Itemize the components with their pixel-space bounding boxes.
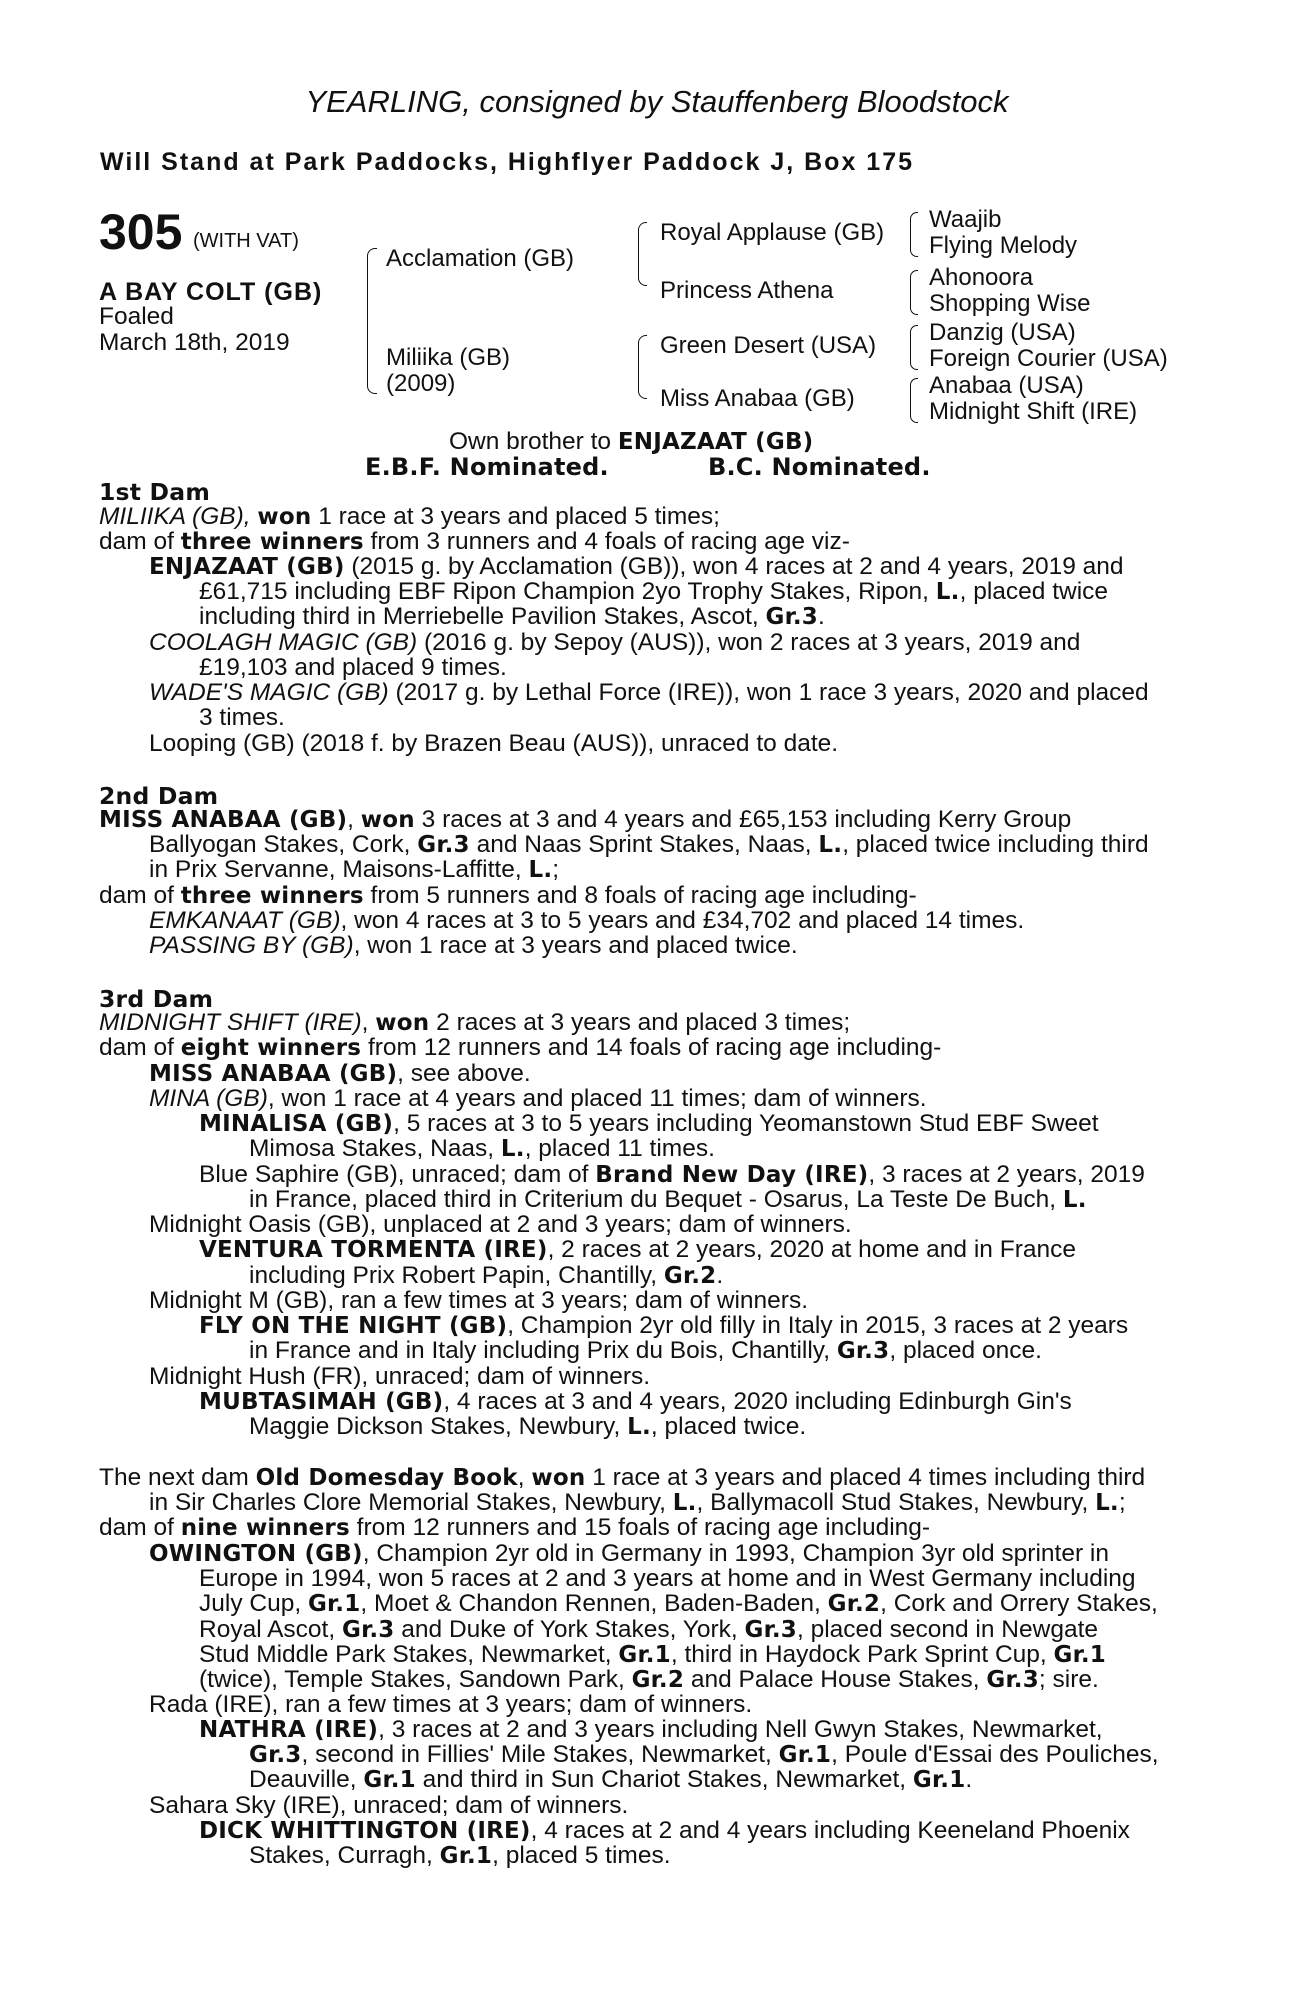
horse-record: (twice), Temple Stakes, Sandown Park, [199, 1666, 632, 1694]
listed-mark: L. [818, 832, 843, 858]
pedigree-dam-year: (2009) [386, 370, 456, 397]
horse-record: and Palace House Stakes, [684, 1666, 987, 1694]
listed-mark: L. [672, 1490, 697, 1516]
horse-record: in France, placed third in Criterium du Bequet - Osarus, La Teste De Buch, [249, 1186, 1063, 1213]
lot-number: 305 [99, 204, 183, 260]
own-brother-note [449, 428, 813, 456]
dam-record: in Sir Charles Clore Memorial Stakes, Newbury, [149, 1489, 673, 1516]
next-dam-rada [149, 1692, 752, 1717]
horse-record: in France and in Italy including Prix du Bois, Chantilly, [249, 1337, 837, 1364]
third-dam-blue-saphire [199, 1162, 1203, 1187]
next-dam-cont [149, 1490, 1126, 1515]
vat-note: (WITH VAT) [193, 230, 299, 252]
consignment-line: YEARLING, consigned by Stauffenberg Bloodstock [305, 84, 1009, 119]
horse-record: Europe in 1994, won 5 races at 2 and 3 years at home and in West Germany including [199, 1565, 1136, 1592]
horse-record: , placed twice [959, 578, 1109, 605]
horse-name: COOLAGH MAGIC (GB) [149, 629, 418, 656]
winners-count: three winners [180, 883, 364, 909]
foaled-date: March 18th, 2019 [99, 329, 290, 356]
pedigree-g2: Flying Melody [929, 232, 1078, 259]
horse-record: Stud Middle Park Stakes, Newmarket, [199, 1640, 619, 1668]
horse-name: MUBTASIMAH (GB) [199, 1389, 444, 1415]
third-dam-ventura-cont [249, 1263, 723, 1288]
dam-record: and Naas Sprint Stakes, Naas, [469, 831, 819, 858]
next-dam-nathra-cont [249, 1742, 1203, 1793]
group-mark: Gr.1 [778, 1742, 832, 1768]
horse-record: , Champion 2yr old in Germany in 1993, Champion 3yr old sprinter in [362, 1540, 1109, 1567]
won-label: won [531, 1465, 586, 1491]
group-mark: Gr.3 [765, 604, 818, 631]
won-label: won [257, 504, 312, 530]
horse-name: DICK WHITTINGTON (IRE) [199, 1818, 531, 1844]
dam-of-label: dam of [99, 1034, 181, 1062]
horse-record: Maggie Dickson Stakes, Newbury, [249, 1413, 628, 1440]
punctuation: ; [1118, 1489, 1126, 1516]
horse-record: Mimosa Stakes, Naas, [249, 1135, 501, 1162]
horse-record: Midnight M (GB), ran a few times at 3 years; dam of winners. [149, 1287, 809, 1314]
stand-location: Will Stand at Park Paddocks, Highflyer Paddock J, Box 175 [100, 148, 914, 176]
group-mark: Gr.1 [307, 1591, 361, 1618]
second-dam-cont [149, 832, 1203, 883]
horse-record: and Duke of York Stakes, York, [394, 1615, 745, 1643]
horse-name: Brand New Day (IRE) [595, 1162, 869, 1188]
pedigree-g4: Shopping Wise [929, 290, 1091, 317]
horse-record: , 5 races at 3 to 5 years including Yeomanstown Stud EBF Sweet [393, 1110, 1099, 1137]
dam-of-label: dam of [99, 882, 181, 909]
next-dam-dick-whittington [199, 1818, 1203, 1843]
bracket-g3-4 [910, 378, 918, 423]
horse-record: July Cup, [199, 1590, 308, 1618]
horse-record: , won 1 race at 3 years and placed twice. [353, 932, 798, 960]
horse-record: (2016 g. by Sepoy (AUS)), won 2 races at 3 years, 2019 and [417, 629, 1081, 656]
next-dam-produce [99, 1515, 930, 1540]
dam-record: , Ballymacoll Stud Stakes, Newbury, [696, 1489, 1096, 1516]
horse-record: Blue Saphire (GB), unraced; dam of [199, 1161, 596, 1188]
next-dam-dick-cont [249, 1843, 671, 1868]
group-mark: Gr.3 [744, 1616, 797, 1643]
dam-name: MILIIKA (GB), [99, 503, 258, 530]
punctuation: . [965, 1766, 973, 1794]
third-dam-fly-on-the-night [199, 1313, 1203, 1338]
third-dam-fly-cont [249, 1338, 1042, 1363]
horse-record: Royal Ascot, [199, 1615, 342, 1643]
pedigree-dam-dam: Miss Anabaa (GB) [660, 385, 855, 412]
bracket-g3-2 [910, 270, 918, 315]
punctuation: , [347, 806, 361, 833]
runners-foals: from 3 runners and 4 foals of racing age viz- [363, 528, 850, 556]
horse-record: , 4 races at 2 and 4 years including Keeneland Phoenix [530, 1817, 1130, 1844]
horse-record: , placed second in Newgate [797, 1615, 1098, 1643]
third-dam-midnight-hush [149, 1364, 650, 1389]
next-dam-owington-cont [199, 1566, 1203, 1692]
won-label: won [360, 807, 415, 833]
bc-nominated: B.C. Nominated. [708, 453, 931, 481]
horse-record: (2017 g. by Lethal Force (IRE)), won 1 race 3 years, 2020 and placed [388, 679, 1149, 706]
horse-record: , placed twice. [650, 1413, 807, 1440]
punctuation: , [361, 1009, 376, 1036]
horse-record: Midnight Oasis (GB), unplaced at 2 and 3 years; dam of winners. [149, 1211, 852, 1238]
horse-record: , Poule d'Essai des Pouliches, [831, 1741, 1159, 1768]
dam-name: Old Domesday Book [255, 1465, 518, 1491]
pedigree-dam-sire: Green Desert (USA) [660, 332, 877, 359]
horse-record: , Moet & Chandon Rennen, Baden-Baden, [360, 1590, 828, 1618]
horse-record: ; sire. [1038, 1666, 1099, 1694]
winners-count: eight winners [180, 1035, 362, 1062]
pedigree-g7: Anabaa (USA) [929, 372, 1084, 399]
third-dam-section [99, 1010, 941, 1061]
horse-name: PASSING BY (GB) [149, 932, 354, 960]
punctuation: , [517, 1464, 532, 1491]
pedigree-dam: Miliika (GB) [386, 344, 510, 371]
horse-record: , placed 5 times. [492, 1842, 671, 1869]
horse-record: Rada (IRE), ran a few times at 3 years; dam of winners. [149, 1691, 753, 1718]
third-dam-midnight-oasis [149, 1212, 852, 1237]
first-dam-progeny-cont [199, 579, 1203, 630]
third-dam-ventura [199, 1237, 1203, 1262]
pedigree-g5: Danzig (USA) [929, 319, 1076, 346]
horse-record: , 2 races at 2 years, 2020 at home and in France [547, 1236, 1076, 1263]
horse-record: , placed 11 times. [524, 1135, 715, 1162]
listed-mark: L. [528, 857, 553, 884]
winners-count: nine winners [180, 1515, 350, 1541]
horse-record: including third in Merriebelle Pavilion Stakes, Ascot, [199, 603, 766, 631]
group-mark: Gr.3 [836, 1338, 890, 1364]
horse-name: OWINGTON (GB) [149, 1541, 363, 1567]
progeny-wades-magic [149, 680, 1203, 705]
bracket-gen1 [367, 248, 377, 394]
dam-record: 3 races at 3 and 4 years and £65,153 including Kerry Group [414, 806, 1072, 833]
next-dam-label: The next dam [99, 1464, 256, 1491]
dam-of-label: dam of [99, 1514, 181, 1541]
next-dam-nathra [199, 1717, 1203, 1742]
third-dam-blue-saphire-cont [249, 1187, 1087, 1212]
horse-name: VENTURA TORMENTA (IRE) [199, 1237, 548, 1263]
third-dam-minalisa [199, 1111, 1203, 1136]
group-mark: Gr.1 [618, 1641, 671, 1668]
horse-record: Sahara Sky (IRE), unraced; dam of winners. [149, 1792, 629, 1819]
third-dam-minalisa-cont [249, 1136, 715, 1161]
dam-record: , placed twice including third [842, 831, 1149, 858]
horse-name: FLY ON THE NIGHT (GB) [199, 1313, 508, 1339]
horse-record: , second in Fillies' Mile Stakes, Newmarket, [301, 1741, 779, 1768]
horse-record: , Champion 2yr old filly in Italy in 2015, 3 races at 2 years [507, 1312, 1129, 1339]
bracket-dam [638, 335, 647, 399]
horse-record: , third in Haydock Park Sprint Cup, [670, 1640, 1054, 1668]
horse-record: , Cork and Orrery Stakes, [880, 1590, 1158, 1618]
horse-name: MISS ANABAA (GB) [149, 1061, 398, 1087]
horse-record: , 3 races at 2 years, 2019 [868, 1161, 1145, 1188]
horse-record: , placed once. [889, 1337, 1042, 1364]
pedigree-g3: Ahonoora [929, 264, 1034, 291]
next-dam-sahara-sky [149, 1793, 628, 1818]
horse-record: Deauville, [249, 1766, 364, 1794]
bracket-g3-3 [910, 325, 918, 370]
listed-mark: L. [935, 579, 960, 605]
listed-mark: L. [1095, 1490, 1119, 1516]
pedigree-sire-dam: Princess Athena [660, 277, 834, 304]
runners-foals: from 5 runners and 8 foals of racing age including- [363, 882, 917, 909]
horse-record: including Prix Robert Papin, Chantilly, [249, 1262, 664, 1289]
dam-record: 1 race at 3 years and placed 5 times; [311, 503, 720, 530]
pedigree-sire: Acclamation (GB) [386, 245, 575, 272]
first-dam-heading: 1st Dam [99, 478, 211, 506]
horse-name: EMKANAAT (GB) [149, 907, 341, 934]
group-mark: Gr.2 [631, 1667, 685, 1694]
pedigree-g8: Midnight Shift (IRE) [929, 398, 1138, 425]
horse-record: , 3 races at 2 and 3 years including Nell Gwyn Stakes, Newmarket, [378, 1716, 1103, 1743]
dam-of-label: dam of [99, 528, 181, 556]
progeny-coolagh [149, 630, 1203, 655]
progeny-wades-magic-cont [199, 705, 285, 730]
horse-record: Looping (GB) (2018 f. by Brazen Beau (AUS)), unraced to date. [149, 730, 839, 757]
horse-record: , won 1 race at 4 years and placed 11 times; dam of winners. [267, 1085, 927, 1113]
group-mark: Gr.3 [417, 832, 470, 858]
won-label: won [375, 1010, 430, 1036]
horse-name: MINA (GB) [149, 1085, 268, 1113]
horse-record: (2015 g. by Acclamation (GB)), won 4 races at 2 and 4 years, 2019 and [344, 553, 1124, 580]
horse-record: , won 4 races at 3 to 5 years and £34,702 and placed 14 times. [340, 907, 1025, 934]
foaled-label: Foaled [99, 303, 174, 330]
group-mark: Gr.3 [986, 1667, 1039, 1694]
progeny-looping [149, 731, 838, 756]
punctuation: . [716, 1262, 724, 1289]
horse-record: 3 times. [199, 704, 285, 731]
horse-record: Midnight Hush (FR), unraced; dam of winners. [149, 1363, 651, 1390]
listed-mark: L. [1062, 1187, 1087, 1213]
own-brother-name: ENJAZAAT (GB) [617, 429, 814, 455]
group-mark: Gr.3 [341, 1616, 395, 1643]
next-dam-owington [149, 1541, 1203, 1566]
group-mark: Gr.3 [249, 1742, 302, 1768]
group-mark: Gr.2 [827, 1591, 881, 1618]
third-dam-mubtasimah [199, 1389, 1203, 1414]
horse-record: , 4 races at 3 and 4 years, 2020 including Edinburgh Gin's [443, 1388, 1072, 1415]
third-dam-mubtasimah-cont [249, 1414, 806, 1439]
listed-mark: L. [627, 1414, 651, 1440]
group-mark: Gr.1 [363, 1767, 416, 1794]
own-brother-prefix: Own brother to [449, 428, 618, 455]
dam-name: MIDNIGHT SHIFT (IRE) [99, 1009, 362, 1036]
dam-name: MISS ANABAA (GB) [99, 807, 348, 833]
group-mark: Gr.1 [439, 1843, 493, 1869]
ebf-nominated: E.B.F. Nominated. [365, 453, 609, 481]
progeny-coolagh-cont [199, 655, 507, 680]
pedigree-sire-sire: Royal Applause (GB) [660, 219, 885, 246]
horse-name: WADE'S MAGIC (GB) [149, 679, 389, 706]
progeny-enjazaat [149, 554, 1203, 579]
dam-record: Ballyogan Stakes, Cork, [149, 831, 418, 858]
horse-record: £61,715 including EBF Ripon Champion 2yo Trophy Stakes, Ripon, [199, 578, 936, 605]
punctuation: ; [552, 856, 560, 884]
horse-name: ENJAZAAT (GB) [149, 554, 345, 580]
horse-name: NATHRA (IRE) [199, 1717, 379, 1743]
horse-record: £19,103 and placed 9 times. [199, 654, 507, 681]
group-mark: Gr.1 [1053, 1641, 1106, 1668]
horse-name: MINALISA (GB) [199, 1111, 394, 1137]
listed-mark: L. [500, 1136, 525, 1162]
dam-record: 1 race at 3 years and placed 4 times including third [585, 1464, 1146, 1491]
pedigree-g1: Waajib [929, 206, 1002, 233]
second-dam-section [99, 807, 1203, 832]
third-dam-progeny-1 [149, 1061, 927, 1112]
third-dam-midnight-m [149, 1288, 808, 1313]
second-dam-progeny [149, 908, 1024, 959]
group-mark: Gr.1 [912, 1767, 966, 1794]
lot-description: A BAY COLT (GB) [99, 278, 323, 306]
runners-foals: from 12 runners and 14 foals of racing age including- [361, 1034, 942, 1062]
horse-record: , see above. [397, 1060, 531, 1087]
punctuation: . [818, 603, 825, 631]
first-dam-section [99, 504, 1203, 555]
first-dam-progeny [149, 554, 1203, 579]
dam-record: in Prix Servanne, Maisons-Laffitte, [149, 856, 529, 884]
bracket-g3-1 [910, 212, 918, 257]
dam-record: 2 races at 3 years and placed 3 times; [429, 1009, 851, 1036]
horse-record: Stakes, Curragh, [249, 1842, 440, 1869]
third-dam-heading: 3rd Dam [99, 985, 214, 1013]
next-dam-section [99, 1465, 1203, 1490]
bracket-sire [638, 222, 647, 286]
horse-record: and third in Sun Chariot Stakes, Newmarket, [415, 1766, 913, 1794]
group-mark: Gr.2 [663, 1263, 717, 1289]
second-dam-heading: 2nd Dam [99, 782, 219, 810]
runners-foals: from 12 runners and 15 foals of racing age including- [349, 1514, 931, 1541]
winners-count: three winners [180, 529, 364, 556]
second-dam-produce [99, 883, 917, 908]
pedigree-g6: Foreign Courier (USA) [929, 345, 1168, 372]
